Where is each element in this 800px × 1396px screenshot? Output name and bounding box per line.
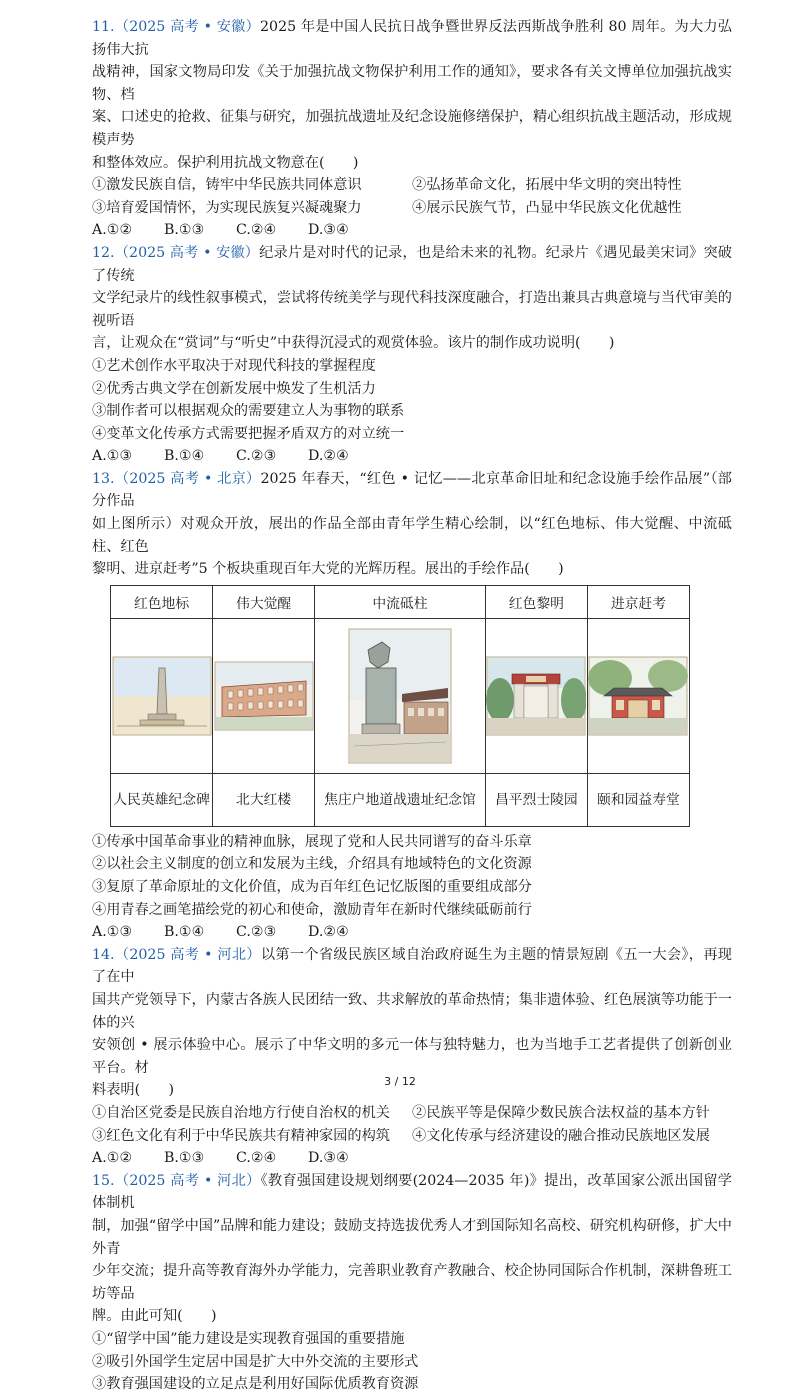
artwork-cell-2 xyxy=(213,618,315,773)
q15-stem-line-3: 少年交流；提升高等教育海外办学能力，完善职业教育产教融合、校企协同国际合作机制，深耕鲁班工坊等品 xyxy=(92,1263,732,1302)
cemetery-gate-sketch-image xyxy=(486,656,586,736)
q11-stem-line-4: 和整体效应。保护利用抗战文物意在( ) xyxy=(92,154,359,171)
q13-choice-c: C.②③ xyxy=(236,924,277,941)
q11-stem-line-2: 战精神，国家文物局印发《关于加强抗战文物保护利用工作的通知》，要求各有关文博单位加强抗战实物、档 xyxy=(92,64,732,103)
q12-item-4: ④变革文化传承方式需要把握矛盾双方的对立统一 xyxy=(92,425,405,442)
q13-head: 13.（2025 高考 • 北京） xyxy=(92,470,261,487)
q13-item-4: ④用青春之画笔描绘党的初心和使命，激励青年在新时代继续砥砺前行 xyxy=(92,901,532,918)
q15-stem-line-4: 牌。由此可知( ) xyxy=(92,1308,217,1325)
hall-garden-sketch-image xyxy=(588,656,688,736)
q14-stem-line-4: 料表明( ) xyxy=(92,1082,175,1099)
q11-item-4: ④展示民族气节，凸显中华民族文化优越性 xyxy=(412,199,682,216)
artwork-cell-3 xyxy=(315,618,486,773)
artwork-caption-3: 焦庄户地道战遗址纪念馆 xyxy=(315,773,486,826)
artwork-table-caption-row xyxy=(111,773,690,826)
artwork-header-1: 红色地标 xyxy=(111,585,213,618)
q12-stem-line-3: 言，让观众在“赏词”与“听史”中获得沉浸式的观赏体验。该片的制作成功说明( ) xyxy=(92,335,615,352)
q13-choice-b: B.①④ xyxy=(164,924,205,941)
q14-item-3: ③红色文化有利于中华民族共有精神家园的构筑 xyxy=(92,1127,390,1144)
q13-stem-line-2: 如上图所示）对观众开放，展出的作品全部由青年学生精心绘制，以“红色地标、伟大觉醒、中流砥柱、红色 xyxy=(92,516,732,555)
q14-items-row-1 xyxy=(92,1102,732,1125)
q15-item-3: ③教育强国建设的立足点是利用好国际优质教育资源 xyxy=(92,1376,419,1393)
q15-stem-line-2: 制，加强“留学中国”品牌和能力建设；鼓励支持选拔优秀人才到国际知名高校、研究机构研修，扩大中外青 xyxy=(92,1217,732,1257)
q12-item-2: ②优秀古典文学在创新发展中焕发了生机活力 xyxy=(92,380,376,397)
q13-stem-line-1: 13.（2025 高考 • 北京）2025 年春天，“红色 • 记忆——北京革命旧址和纪念设施手绘作品展”（部分作品 xyxy=(92,470,732,510)
q12-choice-d: D.②④ xyxy=(308,448,349,465)
q15-stem-line-1: 15.（2025 高考 • 河北）《教育强国建设规划纲要(2024—2035 年)》提出，改革国家公派出国留学体制机 xyxy=(92,1172,732,1212)
q13-choices xyxy=(92,921,732,944)
artwork-caption-4: 昌平烈士陵园 xyxy=(485,773,587,826)
artwork-header-2: 伟大觉醒 xyxy=(213,585,315,618)
q11-choice-d: D.③④ xyxy=(308,222,349,239)
artwork-table-image-row xyxy=(111,618,690,773)
monument-sketch-image xyxy=(112,656,212,736)
q13-choice-a: A.①③ xyxy=(92,924,133,941)
q14-stem-line-1: 14.（2025 高考 • 河北）以第一个省级民族区域自治政府诞生为主题的情景短剧《五一大会》，再现了在中 xyxy=(92,946,732,986)
q11-items-row-2 xyxy=(92,197,732,220)
q12-choice-b: B.①④ xyxy=(164,448,205,465)
q14-stem-line-2: 国共产党领导下，内蒙古各族人民团结一致、共求解放的革命热情；集非遗体验、红色展演等功能于一体的兴 xyxy=(92,992,732,1031)
q13-item-1: ①传承中国革命事业的精神血脉，展现了党和人民共同谱写的奋斗乐章 xyxy=(92,833,532,850)
q11-items-row-1 xyxy=(92,174,732,197)
artwork-cell-5 xyxy=(587,618,689,773)
q14-items-row-2 xyxy=(92,1125,732,1148)
artwork-cell-4 xyxy=(485,618,587,773)
artwork-cell-1 xyxy=(111,618,213,773)
q12-item-3: ③制作者可以根据观众的需要建立人为事物的联系 xyxy=(92,403,405,420)
artwork-caption-2: 北大红楼 xyxy=(213,773,315,826)
q11-stem-line-1: 11.（2025 高考 • 安徽）2025 年是中国人民抗日战争暨世界反法西斯战争胜利 80 周年。为大力弘扬伟大抗 xyxy=(92,19,732,58)
artwork-caption-1: 人民英雄纪念碑 xyxy=(111,773,213,826)
artwork-table-header-row xyxy=(111,585,690,618)
q13-stem-line-3: 黎明、进京赶考”5 个板块重现百年大党的光辉历程。展出的手绘作品( ) xyxy=(92,561,564,578)
q11-stem-line-3: 案、口述史的抢救、征集与研究，加强抗战遗址及纪念设施修缮保护，精心组织抗战主题活动，形成规模声势 xyxy=(92,109,732,148)
q12-item-1: ①艺术创作水平取决于对现代科技的掌握程度 xyxy=(92,357,376,374)
q15-item-1: ①“留学中国”能力建设是实现教育强国的重要措施 xyxy=(92,1330,405,1347)
q11-choice-a: A.①② xyxy=(92,222,133,239)
q12-choices xyxy=(92,445,732,468)
q11-choice-b: B.①③ xyxy=(164,222,205,239)
q11-item-3: ③培育爱国情怀，为实现民族复兴凝魂聚力 xyxy=(92,199,362,216)
q14-item-2: ②民族平等是保障少数民族合法权益的基本方针 xyxy=(412,1104,710,1121)
artwork-caption-5: 颐和园益寿堂 xyxy=(587,773,689,826)
q13-item-2: ②以社会主义制度的创立和发展为主线，介绍具有地域特色的文化资源 xyxy=(92,856,532,873)
q11-head: 11.（2025 高考 • 安徽） xyxy=(92,19,261,35)
artwork-header-4: 红色黎明 xyxy=(485,585,587,618)
q13-choice-d: D.②④ xyxy=(308,924,349,941)
question-sheet xyxy=(92,16,732,1396)
q11-item-1: ①激发民族自信，铸牢中华民族共同体意识 xyxy=(92,177,362,194)
q14-choices xyxy=(92,1147,732,1170)
q12-head: 12.（2025 高考 • 安徽） xyxy=(92,244,260,261)
page-number: 3 / 12 xyxy=(384,1075,416,1088)
q14-choice-b: B.①③ xyxy=(164,1150,205,1167)
q11-item-2: ②弘扬革命文化，拓展中华文明的突出特性 xyxy=(412,177,682,194)
artwork-header-3: 中流砥柱 xyxy=(315,585,486,618)
q14-choice-c: C.②④ xyxy=(236,1150,277,1167)
q12-choice-c: C.②③ xyxy=(236,448,277,465)
q13-item-3: ③复原了革命原址的文化价值，成为百年红色记忆版图的重要组成部分 xyxy=(92,879,532,896)
q14-item-4: ④文化传承与经济建设的融合推动民族地区发展 xyxy=(412,1127,710,1144)
q11-choice-c: C.②④ xyxy=(236,222,277,239)
artwork-table xyxy=(110,585,690,827)
red-building-sketch-image xyxy=(214,661,314,731)
q12-stem-line-2: 文学纪录片的线性叙事模式，尝试将传统美学与现代科技深度融合，打造出兼具古典意境与当代审美的视听语 xyxy=(92,290,732,329)
q12-stem-line-1: 12.（2025 高考 • 安徽）纪录片是对时代的记录，也是给未来的礼物。纪录片《遇见最美宋词》突破了传统 xyxy=(92,244,732,284)
memorial-hall-sketch-image xyxy=(348,628,452,764)
q14-item-1: ①自治区党委是民族自治地方行使自治权的机关 xyxy=(92,1104,390,1121)
q14-choice-a: A.①② xyxy=(92,1150,133,1167)
q14-stem-line-3: 安领创 • 展示体验中心。展示了中华文明的多元一体与独特魅力，也为当地手工艺者提供了创新创业平台。材 xyxy=(92,1037,732,1076)
q14-head: 14.（2025 高考 • 河北） xyxy=(92,946,261,963)
q11-choices xyxy=(92,219,732,242)
artwork-header-5: 进京赶考 xyxy=(587,585,689,618)
q14-choice-d: D.③④ xyxy=(308,1150,349,1167)
q12-choice-a: A.①③ xyxy=(92,448,133,465)
q15-head: 15.（2025 高考 • 河北） xyxy=(92,1172,261,1189)
q15-item-2: ②吸引外国学生定居中国是扩大中外交流的主要形式 xyxy=(92,1353,419,1370)
